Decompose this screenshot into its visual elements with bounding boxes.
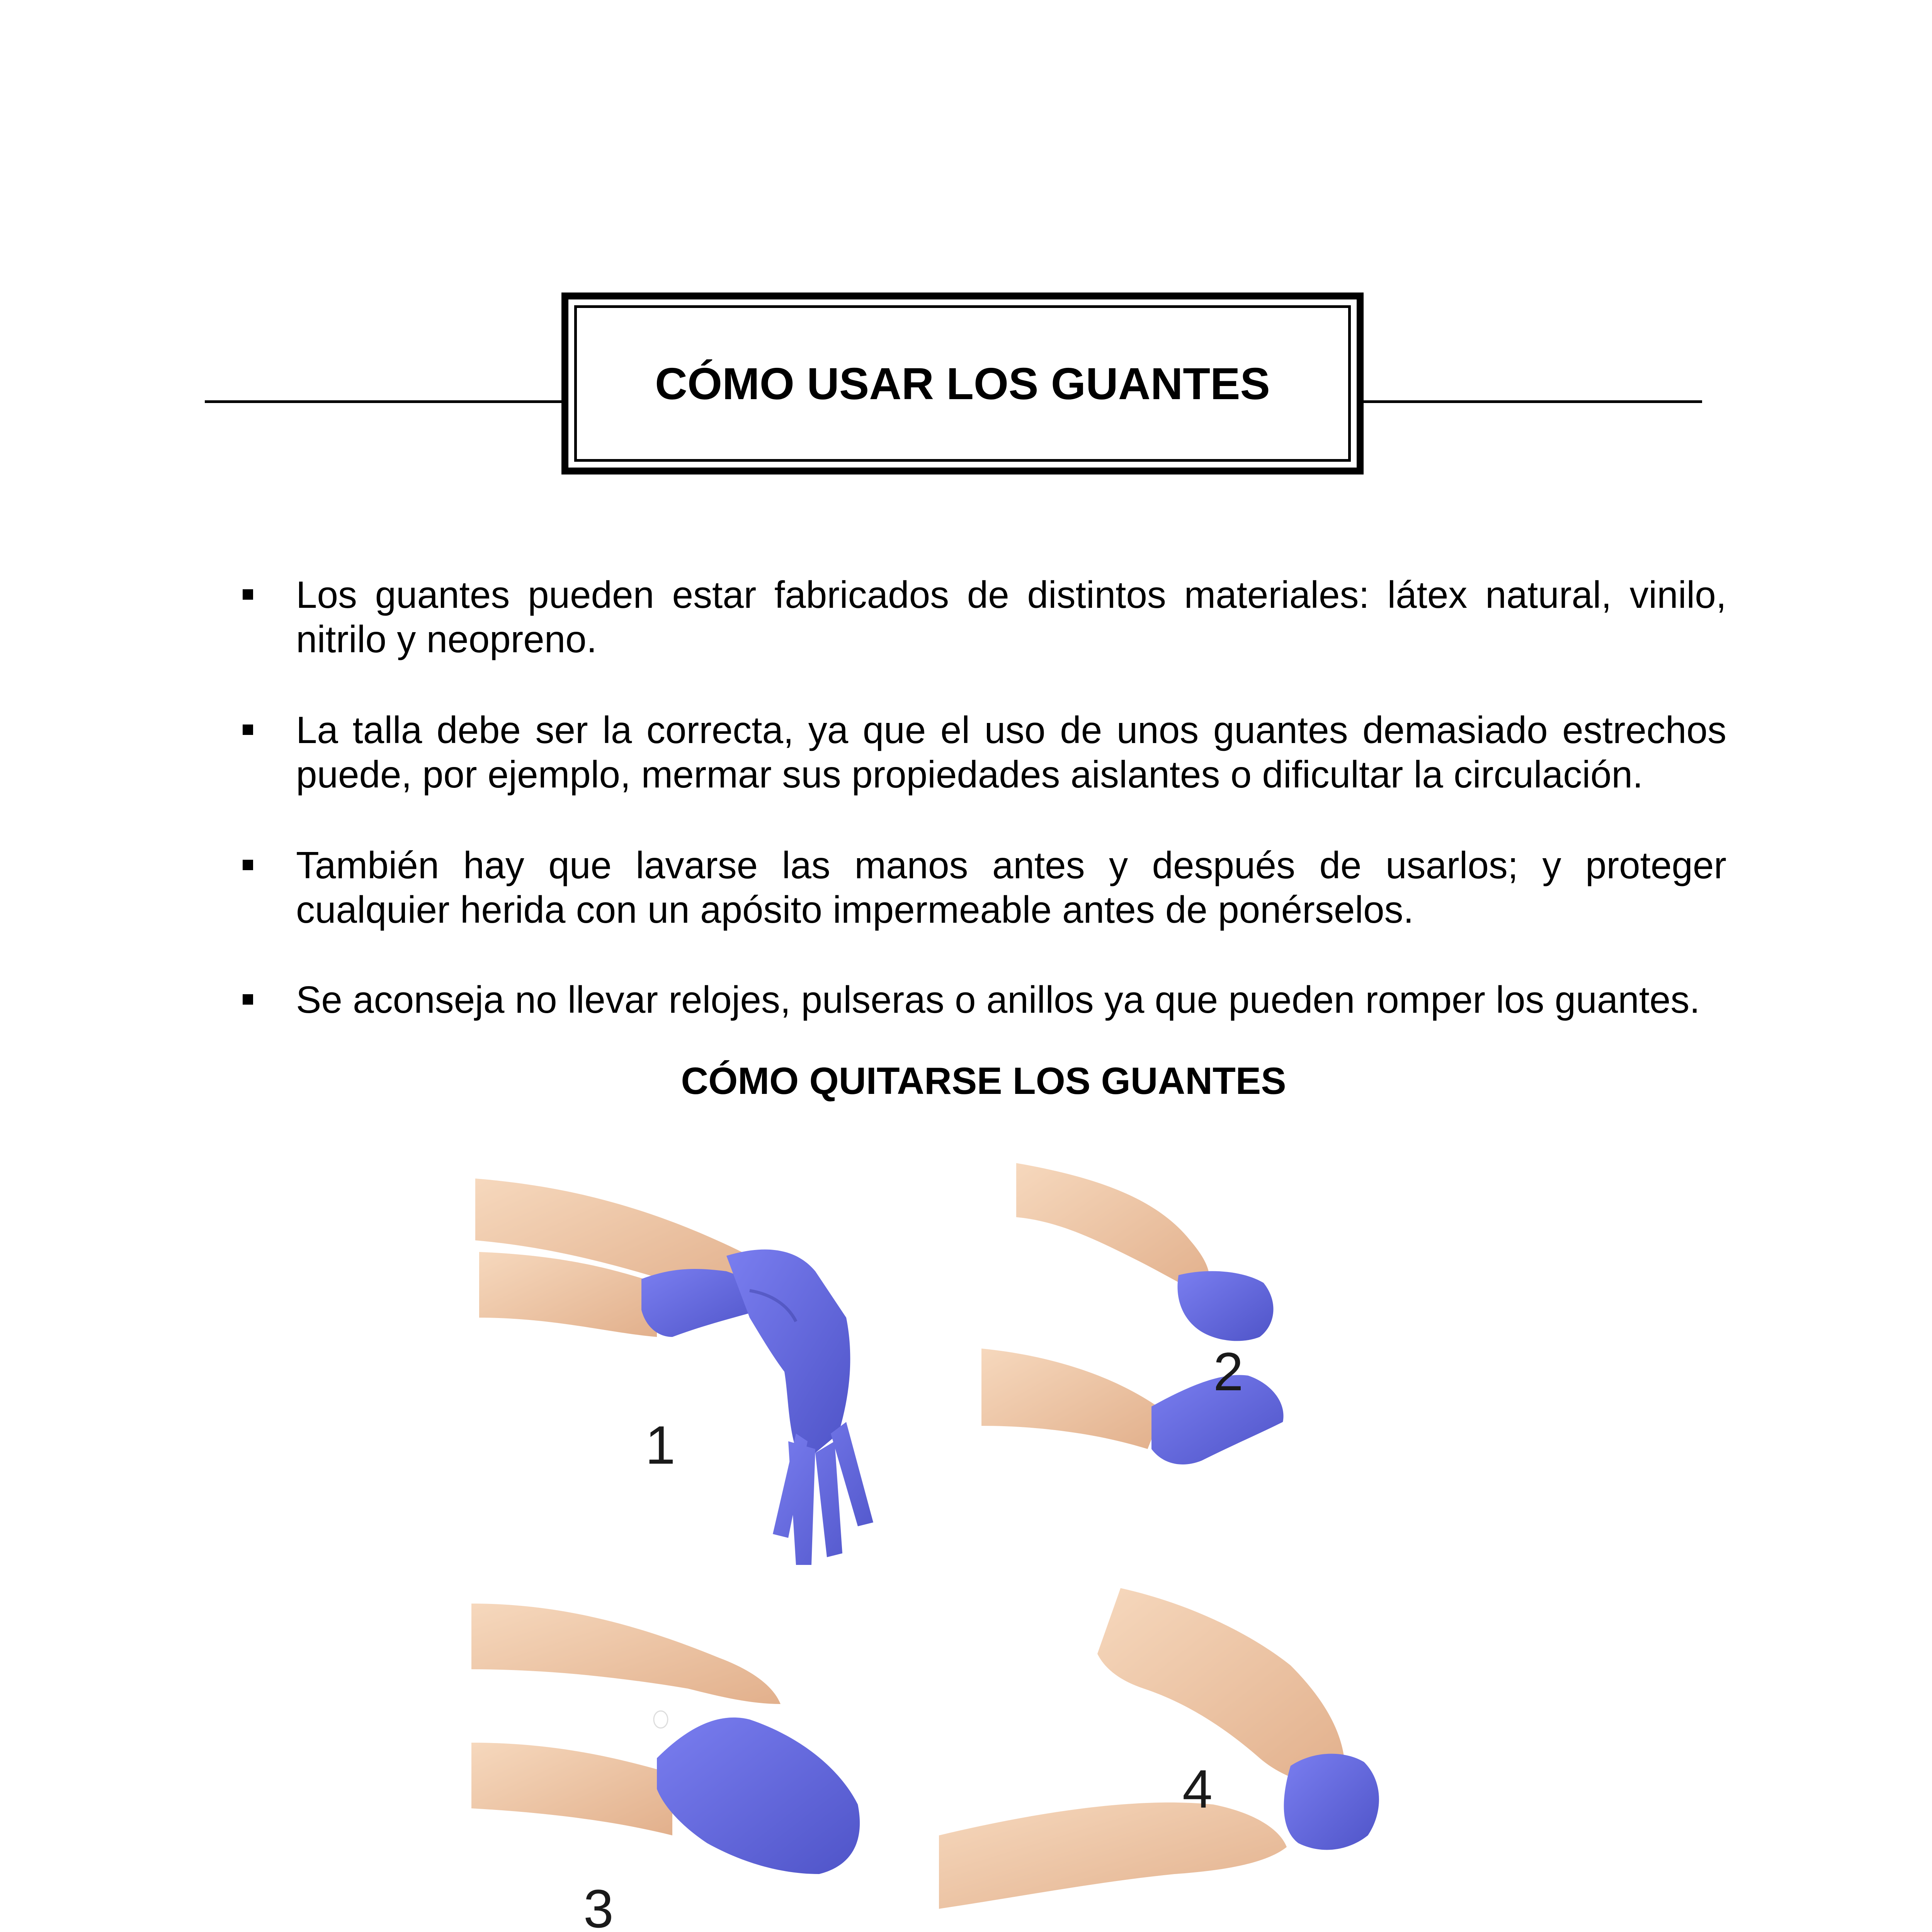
title-box [561,293,1364,474]
step-number-4: 4 [1182,1759,1213,1819]
glove-steps-figure [456,1155,1515,1932]
step-number-1: 1 [645,1415,675,1475]
section-subtitle: CÓMO QUITARSE LOS GUANTES [681,1060,1286,1102]
bullet-icon [243,589,253,600]
glove-removal-illustration [456,1155,1515,1932]
page-title: CÓMO USAR LOS GUANTES [655,358,1270,409]
step-2-illustration [981,1163,1284,1464]
step-1-illustration [475,1179,873,1565]
step-4-illustration [939,1588,1379,1909]
title-box-inner [574,305,1351,462]
list-item-text: Los guantes pueden estar fabricados de distintos materiales: látex natural, vinilo, nitrilo y neopreno. [296,573,1726,660]
list-item-text: También hay que lavarse las manos antes y después de usarlos; y proteger cualquier herida con un apósito impermeable antes de ponérselos. [296,844,1726,931]
step-number-3: 3 [583,1878,614,1932]
title-rule-left [205,400,561,403]
bullet-icon [243,724,253,735]
list-item-text: La talla debe ser la correcta, ya que el uso de unos guantes demasiado estrechos puede, por ejemplo, mermar sus propiedades aislantes o dificultar la circulación. [296,709,1726,796]
bullet-icon [243,860,253,870]
bullet-icon [243,994,253,1005]
list-item-text: Se aconseja no llevar relojes, pulseras o anillos ya que pueden romper los guantes. [296,978,1700,1021]
step-3-illustration [471,1604,860,1874]
step-number-2: 2 [1213,1341,1243,1402]
title-rule-right [1364,400,1702,403]
